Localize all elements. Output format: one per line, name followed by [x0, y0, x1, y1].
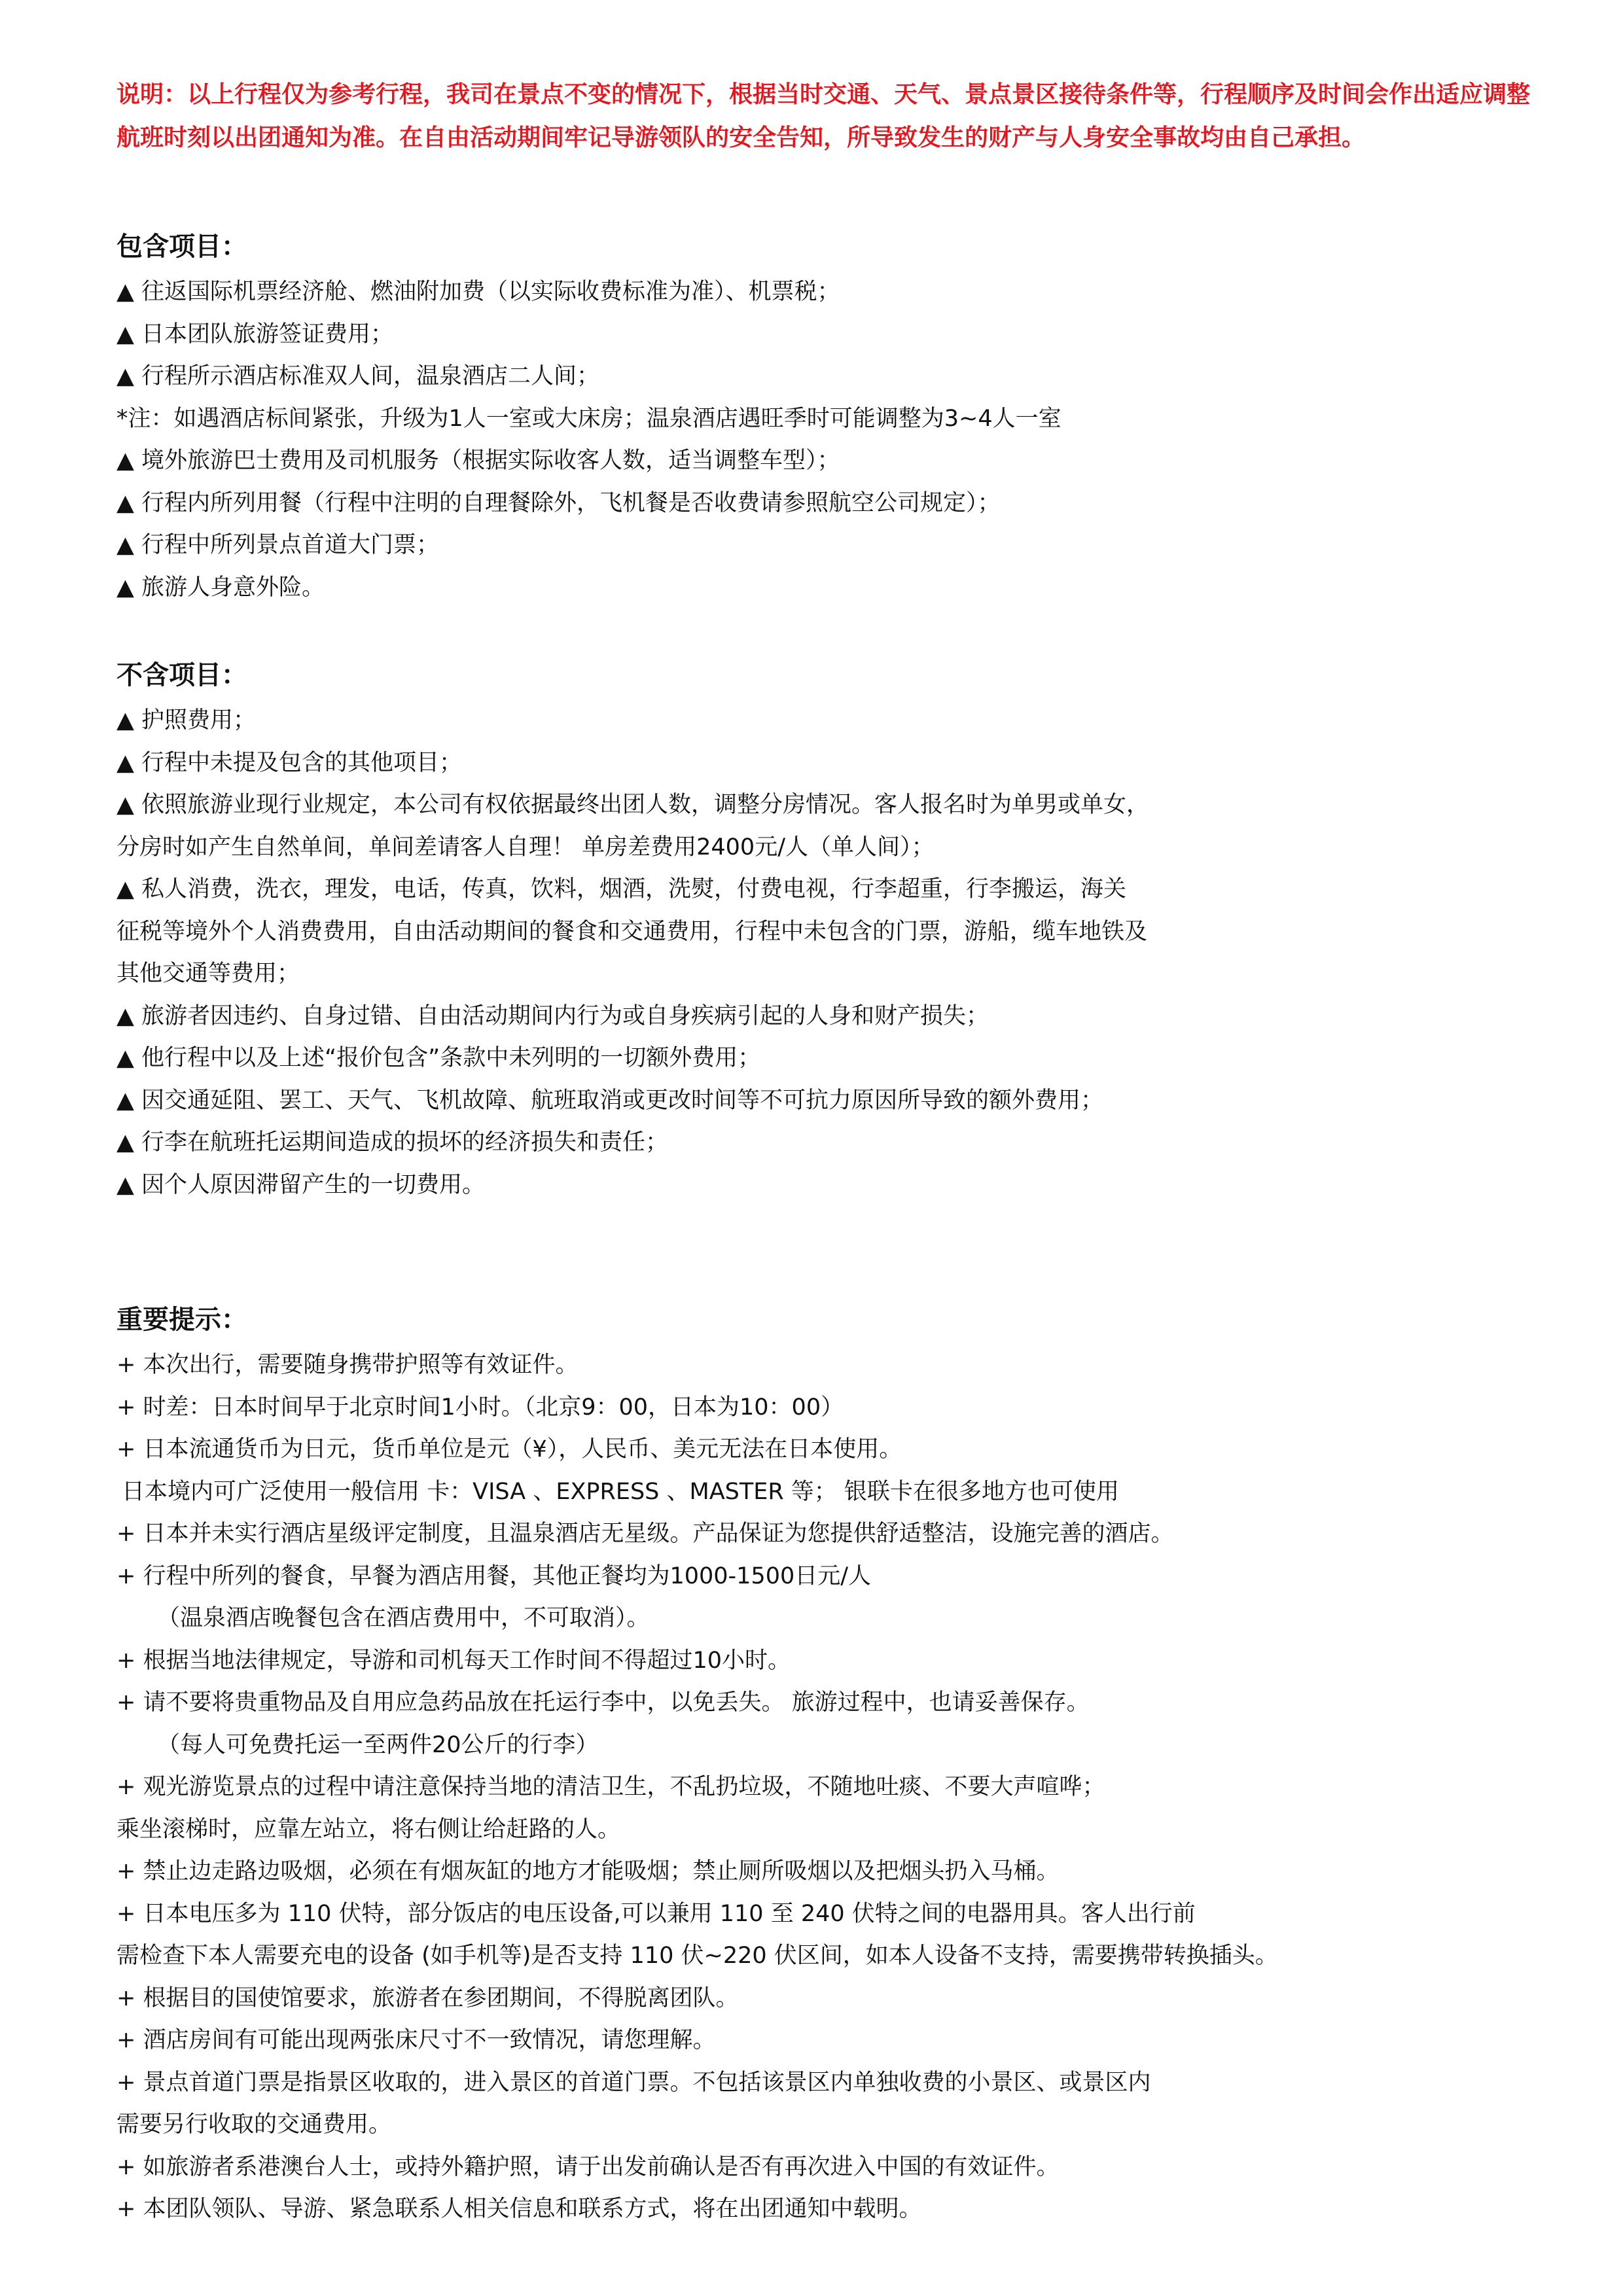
list-item: *注：如遇酒店标间紧张，升级为1人一室或大床房；温泉酒店遇旺季时可能调整为3~4人一室 — [116, 405, 1061, 432]
list-item: ▲ 行程内所列用餐（行程中注明的自理餐除外，飞机餐是否收费请参照航空公司规定）； — [116, 489, 1001, 516]
list-item: + 行程中所列的餐食，早餐为酒店用餐，其他正餐均为1000-1500日元/人 — [116, 1563, 872, 1589]
list-item: ▲ 旅游者因违约、自身过错、自由活动期间内行为或自身疾病引起的人身和财产损失； — [116, 1002, 990, 1029]
list-item: ▲ 依照旅游业现行业规定，本公司有权依据最终出团人数，调整分房情况。客人报名时为单男或单女， — [116, 792, 1150, 818]
list-item: 征税等境外个人消费费用，自由活动期间的餐食和交通费用，行程中未包含的门票，游船，缆车地铁及 — [116, 918, 1148, 945]
tips-section — [116, 1302, 1589, 2231]
list-item: （每人可免费托运一至两件20公斤的行李） — [157, 1731, 599, 1758]
notice-line: 航班时刻以出团通知为准。在自由活动期间牢记导游领队的安全告知，所导致发生的财产与人身安全事故均由自己承担。 — [116, 124, 1366, 151]
excluded-section — [116, 658, 1589, 1206]
list-item: 其他交通等费用； — [116, 961, 300, 987]
section-heading: 重要提示： — [116, 1305, 247, 1335]
list-item: ▲ 境外旅游巴士费用及司机服务（根据实际收客人数，适当调整车型）； — [116, 448, 840, 474]
list-item: + 禁止边走路边吸烟，必须在有烟灰缸的地方才能吸烟；禁止厕所吸烟以及把烟头扔入马桶。 — [116, 1858, 1060, 1884]
list-item: ▲ 行程中所列景点首道大门票； — [116, 532, 440, 558]
included-section — [116, 229, 1589, 609]
list-item: ▲ 往返国际机票经济舱、燃油附加费（以实际收费标准为准）、机票税； — [116, 279, 840, 305]
list-item: + 根据当地法律规定，导游和司机每天工作时间不得超过10小时。 — [116, 1647, 791, 1674]
list-item: ▲ 日本团队旅游签证费用； — [116, 321, 394, 347]
list-item: 需要另行收取的交通费用。 — [116, 2111, 392, 2138]
list-item: 分房时如产生自然单间，单间差请客人自理！ 单房差费用2400元/人（单人间）； — [116, 834, 935, 860]
list-item: （温泉酒店晚餐包含在酒店费用中，不可取消）。 — [157, 1605, 650, 1631]
list-item: ▲ 旅游人身意外险。 — [116, 574, 325, 601]
list-item: + 请不要将贵重物品及自用应急药品放在托运行李中，以免丢失。 旅游过程中，也请妥善保存。 — [116, 1689, 1090, 1716]
list-item: + 日本电压多为 110 伏特，部分饭店的电压设备,可以兼用 110 至 240 伏特之间的电器用具。客人出行前 — [116, 1900, 1196, 1927]
list-item: + 如旅游者系港澳台人士，或持外籍护照，请于出发前确认是否有再次进入中国的有效证件。 — [116, 2153, 1060, 2180]
list-item: 日本境内可广泛使用一般信用 卡：VISA 、EXPRESS 、MASTER 等； 银联卡在很多地方也可使用 — [122, 1478, 1119, 1505]
list-item: 需检查下本人需要充电的设备 (如手机等)是否支持 110 伏~220 伏区间，如本人设备不支持，需要携带转换插头。 — [116, 1943, 1278, 1969]
list-item: + 根据目的国使馆要求，旅游者在参团期间，不得脱离团队。 — [116, 1985, 739, 2011]
list-item: ▲ 因交通延阻、罢工、天气、飞机故障、航班取消或更改时间等不可抗力原因所导致的额外费用； — [116, 1087, 1104, 1114]
list-item: + 观光游览景点的过程中请注意保持当地的清洁卫生，不乱扔垃圾，不随地吐痰、不要大声喧哗； — [116, 1774, 1105, 1800]
list-item: ▲ 护照费用； — [116, 707, 257, 733]
notice-line: 说明：以上行程仅为参考行程，我司在景点不变的情况下，根据当时交通、天气、景点景区接待条件等，行程顺序及时间会作出适应调整 — [116, 81, 1531, 108]
list-item: ▲ 因个人原因滞留产生的一切费用。 — [116, 1171, 486, 1198]
list-item: ▲ 行程中未提及包含的其他项目； — [116, 749, 463, 776]
list-item: + 时差：日本时间早于北京时间1小时。（北京9：00，日本为10：00） — [116, 1394, 844, 1421]
list-item: + 景点首道门票是指景区收取的，进入景区的首道门票。不包括该景区内单独收费的小景区、或景区内 — [116, 2069, 1151, 2096]
list-item: ▲ 私人消费，洗衣，理发，电话，传真，饮料，烟酒，洗熨，付费电视，行李超重，行李搬运，海关 — [116, 876, 1127, 902]
list-item: ▲ 他行程中以及上述“报价包含”条款中未列明的一切额外费用； — [116, 1045, 761, 1071]
list-item: + 本团队领队、导游、紧急联系人相关信息和联系方式，将在出团通知中载明。 — [116, 2196, 922, 2222]
section-heading: 不含项目： — [116, 660, 247, 690]
list-item: ▲ 行李在航班托运期间造成的损坏的经济损失和责任； — [116, 1129, 669, 1156]
section-heading: 包含项目： — [116, 232, 247, 262]
list-item: + 日本流通货币为日元，货币单位是元（¥），人民币、美元无法在日本使用。 — [116, 1436, 902, 1462]
list-item: + 日本并未实行酒店星级评定制度，且温泉酒店无星级。产品保证为您提供舒适整洁，设施完善的酒店。 — [116, 1521, 1174, 1547]
list-item: 乘坐滚梯时，应靠左站立，将右侧让给赶路的人。 — [116, 1816, 621, 1843]
list-item: + 本次出行，需要随身携带护照等有效证件。 — [116, 1352, 579, 1378]
list-item: ▲ 行程所示酒店标准双人间，温泉酒店二人间； — [116, 363, 600, 389]
list-item: + 酒店房间有可能出现两张床尺寸不一致情况，请您理解。 — [116, 2027, 716, 2053]
itinerary-notice — [116, 73, 1609, 160]
